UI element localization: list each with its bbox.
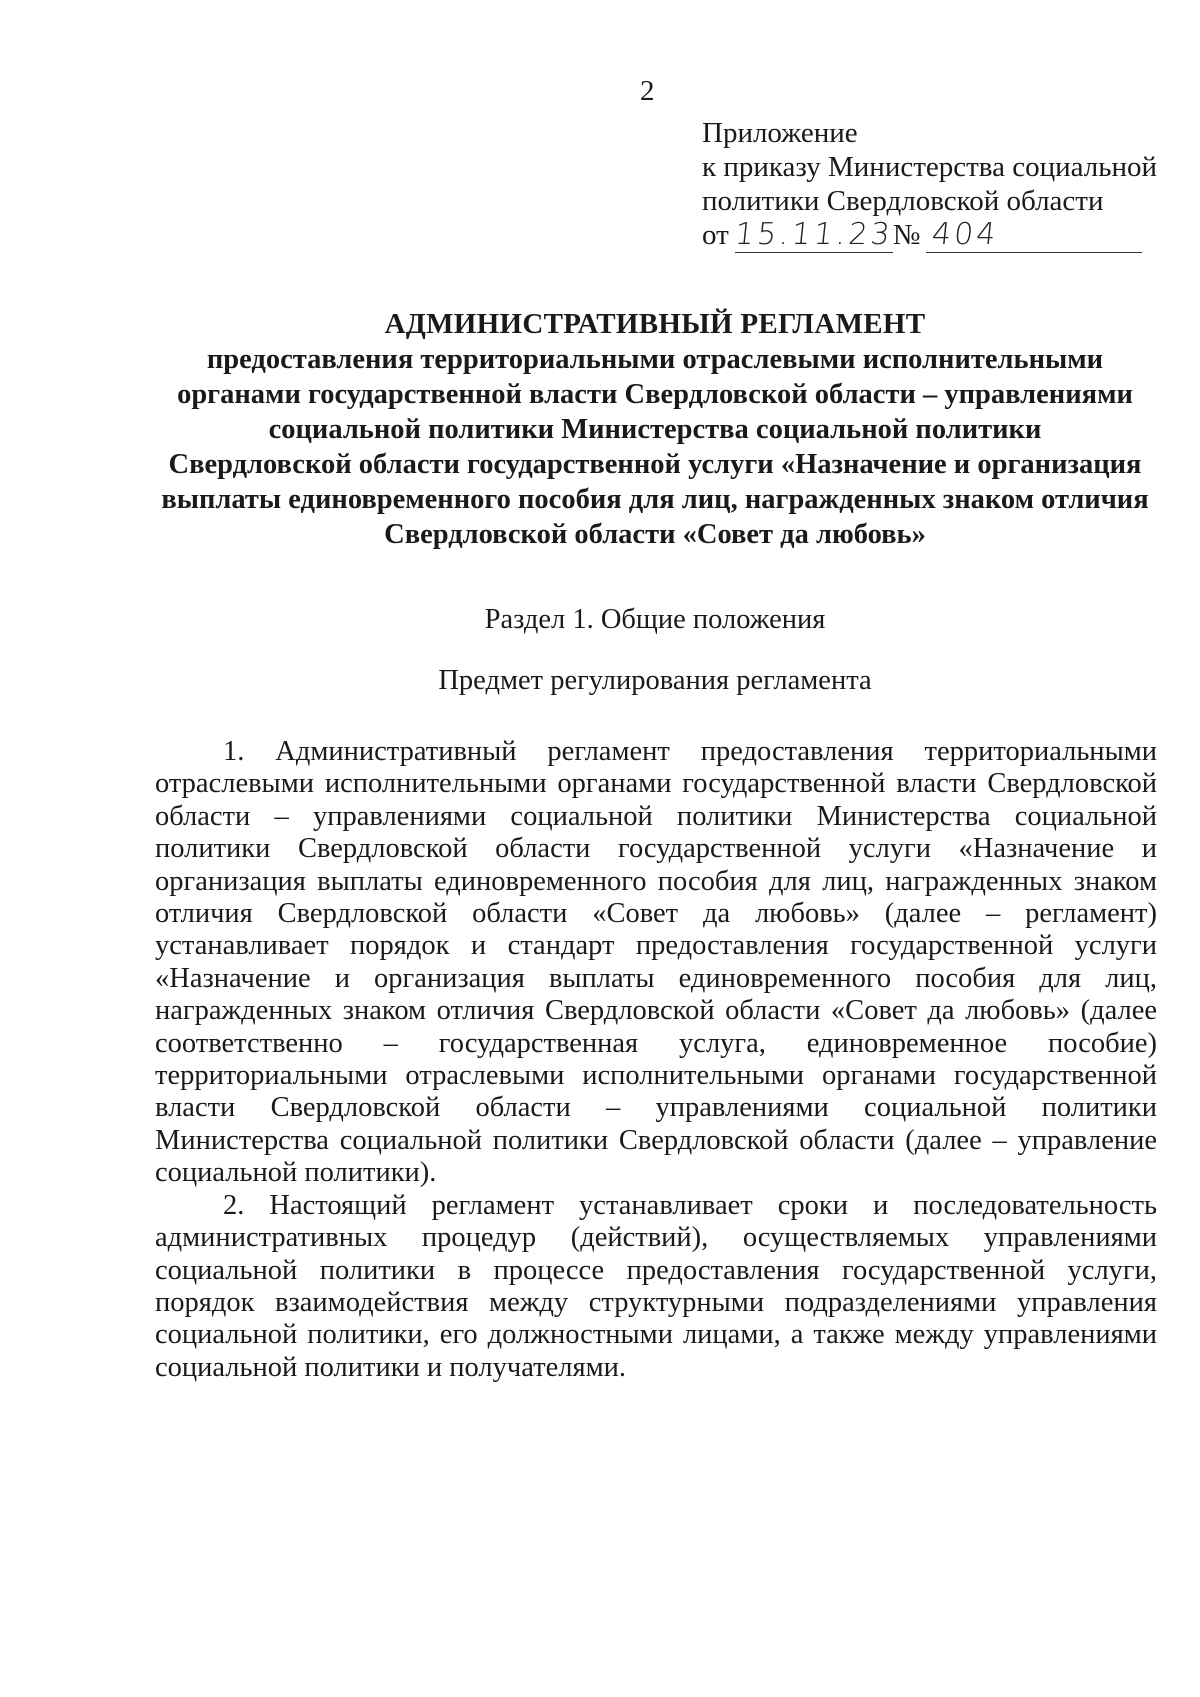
appendix-title: Приложение	[702, 117, 858, 149]
appendix-block	[702, 116, 1182, 258]
appendix-order-ref: к приказу Министерства социальной	[702, 151, 1158, 183]
handwritten-date: 15.11.23	[733, 217, 895, 252]
paragraph-2: 2. Настоящий регламент устанавливает сроки и последовательность административных процедур (действий), осуществляемых управлениями социальной политики в процессе предоставления государственной услуги, порядок взаимодействия между структурными подразделениями управления социальной политики, его должностными лицами, а также между управлениями социальной политики и получателями.	[155, 1189, 1157, 1383]
document-title-block	[150, 306, 1160, 552]
order-date-field	[735, 218, 893, 253]
number-label: №	[892, 219, 921, 251]
subtitle-line: социальной политики Министерства социальной политики	[268, 414, 1042, 445]
subtitle-line: предоставления территориальными отраслевыми исполнительными	[206, 344, 1104, 375]
section-heading: Раздел 1. Общие положения	[484, 604, 826, 635]
document-subtitle	[150, 342, 1160, 552]
appendix-ministry: политики Свердловской области	[702, 185, 1104, 217]
subtitle-line: органами государственной власти Свердловской области – управлениями	[177, 379, 1133, 410]
handwritten-number: 404	[930, 217, 1001, 252]
order-date-number-line	[702, 218, 1182, 258]
subtitle-line: Свердловской области государственной услуги «Назначение и организация	[168, 449, 1142, 480]
order-number-field	[926, 218, 1142, 253]
document-title: АДМИНИСТРАТИВНЫЙ РЕГЛАМЕНТ	[384, 308, 926, 340]
paragraph-1: 1. Административный регламент предоставления территориальными отраслевыми исполнительными органами государственной власти Свердловской области – управлениями социальной политики Министерства социальной политики Свердловской области государственной услуги «Назначение и организация выплаты единовременного пособия для лиц, награжденных знаком отличия Свердловской области «Совет да любовь» (далее – регламент) устанавливает порядок и стандарт предоставления государственной услуги «Назначение и организация выплаты единовременного пособия для лиц, награжденных знаком отличия Свердловской области «Совет да любовь» (далее соответственно – государственная услуга, единовременное пособие) территориальными отраслевыми исполнительными органами государственной власти Свердловской области – управлениями социальной политики Министерства социальной политики Свердловской области (далее – управление социальной политики).	[155, 736, 1157, 1189]
from-label: от	[702, 219, 729, 251]
subtitle-line: выплаты единовременного пособия для лиц, награжденных знаком отличия	[161, 484, 1149, 515]
document-body	[155, 736, 1157, 1384]
subtitle-line: Свердловской области «Совет да любовь»	[384, 519, 926, 550]
page-number: 2	[640, 75, 655, 107]
subject-heading: Предмет регулирования регламента	[438, 665, 872, 696]
